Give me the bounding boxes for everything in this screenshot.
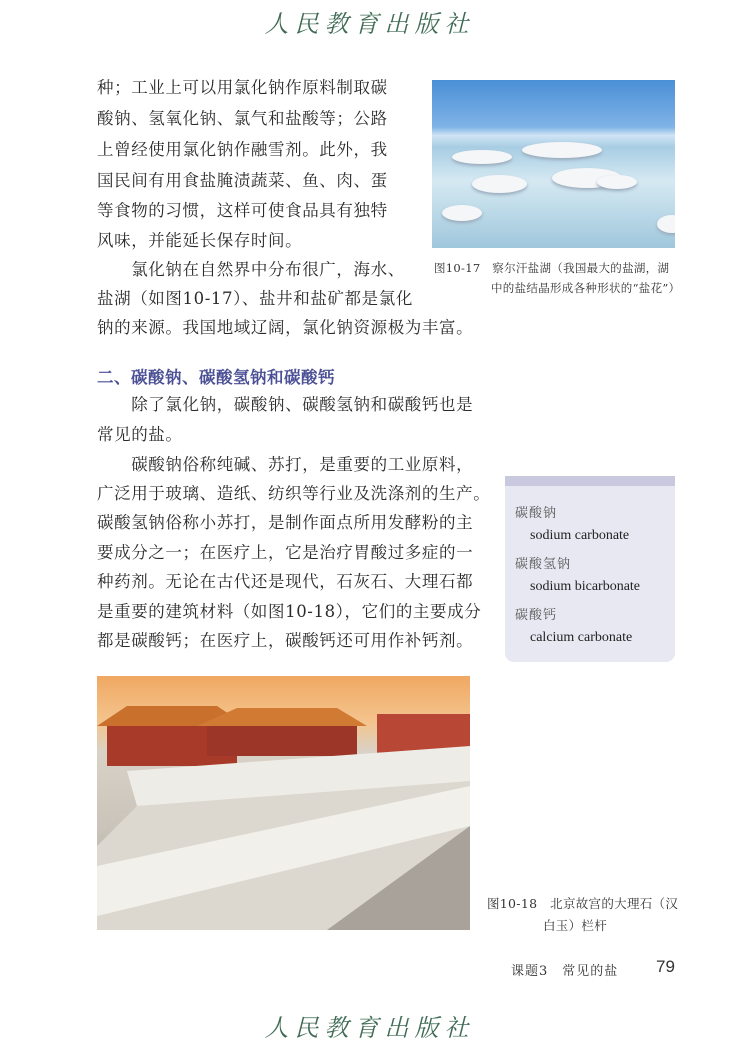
text-line: 常见的盐。 <box>97 425 183 444</box>
text-line: 都是碳酸钙；在医疗上，碳酸钙还可用作补钙剂。 <box>97 631 474 650</box>
figure-caption: 中的盐结晶形成各种形状的“盐花”） <box>491 281 681 295</box>
text-line: 等食物的习惯，这样可使食品具有独特 <box>97 201 388 220</box>
vocab-term-zh: 碳酸钠 <box>515 506 558 521</box>
text-line: 碳酸钠俗称纯碱、苏打，是重要的工业原料， <box>97 455 474 474</box>
salt-lake-photo <box>432 80 675 248</box>
text-line: 要成分之一；在医疗上，它是治疗胃酸过多症的一 <box>97 543 474 562</box>
figure-label: 图10-18 <box>487 896 538 911</box>
text-line: 种药剂。无论在古代还是现代，石灰石、大理石都 <box>97 572 474 591</box>
section-title: 二、碳酸钠、碳酸氢钠和碳酸钙 <box>97 368 335 387</box>
figure-label: 图10-17 <box>434 261 481 275</box>
vocab-term-en: sodium carbonate <box>530 528 630 543</box>
text-line: 上曾经使用氯化钠作融雪剂。此外，我 <box>97 140 388 159</box>
text-line: 种；工业上可以用氯化钠作原料制取碳 <box>97 78 388 97</box>
text-line: 碳酸氢钠俗称小苏打，是制作面点所用发酵粉的主 <box>97 513 474 532</box>
text-line: 氯化钠在自然界中分布很广，海水、 <box>97 260 405 279</box>
vocab-term-en: sodium bicarbonate <box>530 579 641 594</box>
text-line: 钠的来源。我国地域辽阔，氯化钠资源极为丰富。 <box>97 318 474 337</box>
forbidden-city-marble-railing-photo <box>97 676 470 930</box>
page-number: 79 <box>656 957 675 976</box>
text-line: 酸钠、氢氧化钠、氯气和盐酸等；公路 <box>97 109 388 128</box>
text-line: 盐湖（如图10-17）、盐井和盐矿都是氯化 <box>97 289 413 308</box>
vocab-term-zh: 碳酸钙 <box>515 608 558 623</box>
text-line: 广泛用于玻璃、造纸、纺织等行业及洗涤剂的生产。 <box>97 484 491 503</box>
vocab-term-zh: 碳酸氢钠 <box>515 557 572 572</box>
text-line: 国民间有用食盐腌渍蔬菜、鱼、肉、蛋 <box>97 171 388 190</box>
text-line: 是重要的建筑材料（如图10-18），它们的主要成分 <box>97 602 482 621</box>
publisher-watermark-bottom: 人民教育出版社 <box>264 1014 475 1042</box>
figure-caption: 北京故宫的大理石（汉 <box>550 896 679 911</box>
text-line: 风味，并能延长保存时间。 <box>97 231 303 250</box>
publisher-watermark-top: 人民教育出版社 <box>264 10 475 38</box>
vocab-term-en: calcium carbonate <box>530 630 633 645</box>
figure-caption: 察尔汗盐湖（我国最大的盐湖，湖 <box>492 261 670 275</box>
vocabulary-box-header <box>505 476 675 486</box>
text-line: 除了氯化钠，碳酸钠、碳酸氢钠和碳酸钙也是 <box>97 395 474 414</box>
chapter-footer: 课题3 常见的盐 <box>511 964 619 979</box>
vocabulary-box <box>505 476 675 662</box>
figure-caption: 白玉）栏杆 <box>543 918 608 933</box>
